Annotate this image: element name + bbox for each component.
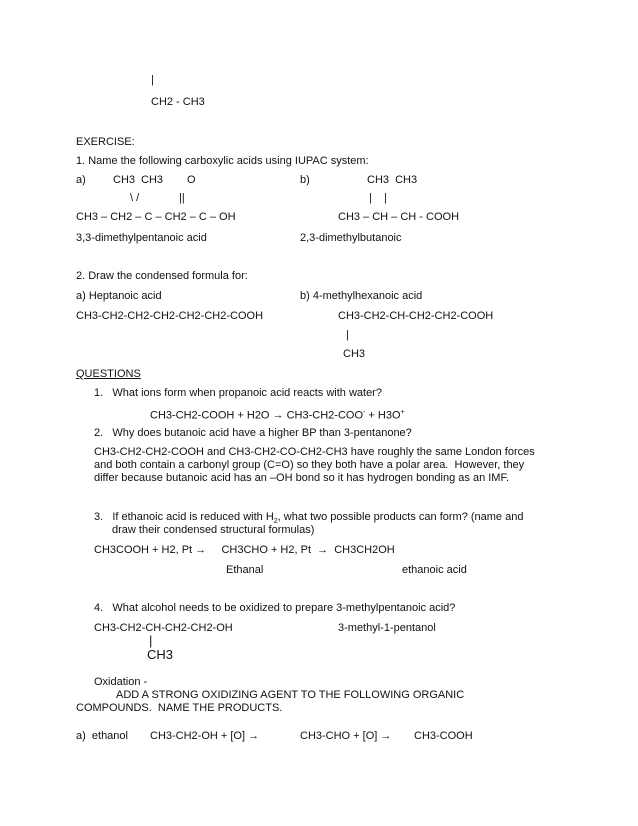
question-3-ethanal: Ethanal	[226, 564, 264, 576]
exercise-b-chain: CH3 – CH – CH - COOH	[338, 211, 460, 223]
exercise-a-label: a)	[76, 174, 86, 186]
question-3-equation: CH3COOH + H2, Pt → CH3CHO + H2, Pt → CH3CH2OH	[94, 544, 395, 556]
question-1-equation	[150, 406, 405, 423]
structure-ethyl: CH2 - CH3	[151, 96, 205, 108]
q1-eq-plus: +	[400, 409, 405, 416]
q3-subscript: 2	[273, 518, 278, 526]
oxidation-title: Oxidation -	[94, 676, 148, 688]
oxidation-a-product: CH3-COOH	[414, 730, 473, 742]
exercise-q2-b-bar: |	[346, 329, 349, 341]
q1-eq-minus: -	[363, 409, 366, 416]
exercise-b-label: b)	[300, 174, 310, 186]
question-2-answer-1: CH3-CH2-CH2-COOH and CH3-CH2-CO-CH2-CH3 have roughly the same London forces	[94, 446, 535, 458]
question-1: 1. What ions form when propanoic acid reacts with water?	[94, 387, 382, 399]
exercise-question-1: 1. Name the following carboxylic acids using IUPAC system:	[76, 155, 369, 167]
exercise-a-ch3-2: CH3	[141, 174, 164, 186]
oxidation-instruction-1: ADD A STRONG OXIDIZING AGENT TO THE FOLLOWING ORGANIC	[116, 689, 465, 701]
q3-text-b: , what two possible products can form? (name and	[277, 511, 524, 523]
question-4-ch3: CH3	[147, 647, 174, 662]
exercise-q2-a-formula: CH3-CH2-CH2-CH2-CH2-CH2-COOH	[76, 310, 264, 322]
q1-eq-main: CH3-CH2-COOH + H2O → CH3-CH2-COO	[150, 409, 363, 422]
question-3-ethanoic: ethanoic acid	[402, 564, 467, 576]
question-2-answer-3: differ because butanoic acid has an –OH bond so it has hydrogen bonding as an IMF.	[94, 472, 510, 484]
oxidation-instruction-2: COMPOUNDS. NAME THE PRODUCTS.	[76, 702, 283, 714]
exercise-b-bonds: | |	[369, 192, 387, 204]
question-4-name: 3-methyl-1-pentanol	[338, 622, 436, 634]
exercise-b-branches: CH3 CH3	[367, 174, 418, 186]
exercise-q2-a: a) Heptanoic acid	[76, 290, 162, 302]
question-4-formula: CH3-CH2-CH-CH2-CH2-OH	[94, 622, 233, 634]
oxidation-a-label: a) ethanol	[76, 730, 128, 742]
oxidation-a-step-1: CH3-CH2-OH + [O] →	[150, 730, 260, 742]
exercise-a-oxygen: O	[187, 174, 196, 186]
exercise-b-answer: 2,3-dimethylbutanoic	[300, 232, 402, 244]
q1-eq-tail: + H3O	[365, 409, 401, 422]
exercise-heading: EXERCISE:	[76, 136, 135, 148]
exercise-a-ch3-1: CH3	[113, 174, 136, 186]
exercise-q2-b-ch3: CH3	[343, 348, 366, 360]
exercise-a-chain: CH3 – CH2 – C – CH2 – C – OH	[76, 211, 236, 223]
exercise-a-double-bond: ||	[179, 192, 185, 204]
exercise-q2-b-formula: CH3-CH2-CH-CH2-CH2-COOH	[338, 310, 494, 322]
question-2-answer-2: and both contain a carbonyl group (C=O) so they both have a polar area. However, they	[94, 459, 525, 471]
question-3-line-2: draw their condensed structural formulas)	[112, 524, 315, 536]
structure-bar: |	[151, 74, 154, 86]
exercise-a-bonds: \ /	[130, 192, 140, 204]
exercise-q2-b: b) 4-methylhexanoic acid	[300, 290, 423, 302]
q3-text-a: 3. If ethanoic acid is reduced with H	[94, 511, 274, 523]
questions-heading: QUESTIONS	[76, 368, 141, 380]
question-4: 4. What alcohol needs to be oxidized to prepare 3-methylpentanoic acid?	[94, 602, 456, 614]
exercise-question-2: 2. Draw the condensed formula for:	[76, 270, 248, 282]
question-4-bar: |	[149, 633, 153, 648]
question-2: 2. Why does butanoic acid have a higher BP than 3-pentanone?	[94, 427, 412, 439]
exercise-a-answer: 3,3-dimethylpentanoic acid	[76, 232, 207, 244]
oxidation-a-step-2: CH3-CHO + [O] →	[300, 730, 392, 742]
